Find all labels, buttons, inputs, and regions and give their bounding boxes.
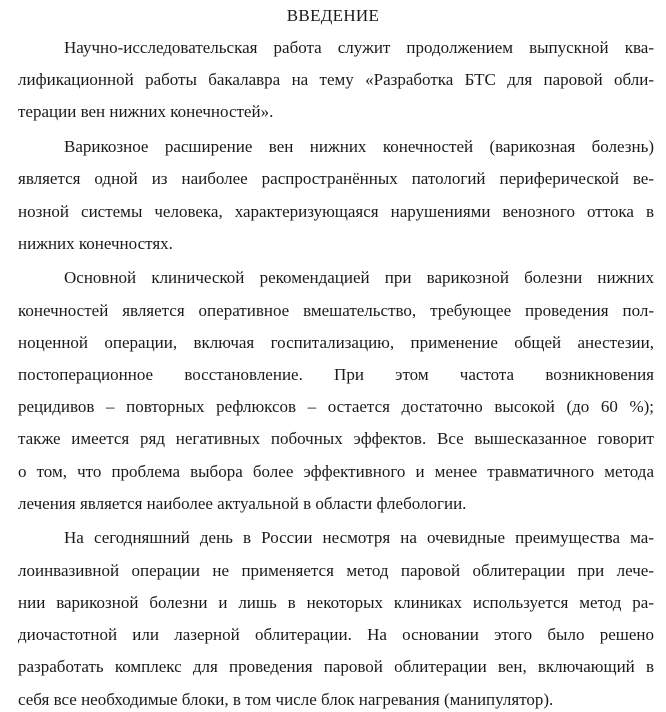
section-heading: ВВЕДЕНИЕ xyxy=(286,6,380,25)
paragraph-1-line-3: терации вен нижних конечностей». xyxy=(18,102,274,121)
paragraph-1-line-1: Научно-исследовательская работа служит продолжением выпускной ква- xyxy=(64,38,654,57)
paragraph-4-line-4: диочастотной или лазерной облитерации. На основании этого было решено xyxy=(18,625,654,644)
paragraph-2-line-1: Варикозное расширение вен нижних конечностей (варикозная болезнь) xyxy=(64,137,654,156)
paragraph-4-line-1: На сегодняшний день в России несмотря на очевидные преимущества ма- xyxy=(64,528,654,547)
paragraph-4-line-6: себя все необходимые блоки, в том числе блок нагревания (манипулятор). xyxy=(18,690,554,709)
paragraph-4-line-3: нии варикозной болезни и лишь в некоторых клиниках используется метод ра- xyxy=(18,593,654,612)
paragraph-3-line-4: постоперационное восстановление. При этом частота возникновения xyxy=(18,365,654,384)
paragraph-3-line-7: о том, что проблема выбора более эффективного и менее травматичного метода xyxy=(18,462,654,481)
paragraph-3-line-2: конечностей является оперативное вмешательство, требующее проведения пол- xyxy=(18,301,654,320)
paragraph-3-line-3: ноценной операции, включая госпитализацию, применение общей анестезии, xyxy=(18,333,654,352)
paragraph-2-line-4: нижних конечностях. xyxy=(18,234,173,253)
paragraph-4-line-5: разработать комплекс для проведения паровой облитерации вен, включающий в xyxy=(18,657,654,676)
paragraph-3-line-5: рецидивов – повторных рефлюксов – остается достаточно высокой (до 60 %); xyxy=(18,397,654,416)
paragraph-3-line-8: лечения является наиболее актуальной в области флебологии. xyxy=(18,494,467,513)
paragraph-2-line-2: является одной из наиболее распространённых патологий периферической ве- xyxy=(18,169,654,188)
paragraph-3-line-1: Основной клинической рекомендацией при варикозной болезни нижних xyxy=(64,268,654,287)
paragraph-1-line-2: лификационной работы бакалавра на тему «Разработка БТС для паровой обли- xyxy=(18,70,654,89)
paragraph-2-line-3: нозной системы человека, характеризующаяся нарушениями венозного оттока в xyxy=(18,202,654,221)
paragraph-3-line-6: также имеется ряд негативных побочных эффектов. Все вышесказанное говорит xyxy=(18,429,654,448)
paragraph-4-line-2: лоинвазивной операции не применяется метод паровой облитерации при лече- xyxy=(18,561,654,580)
